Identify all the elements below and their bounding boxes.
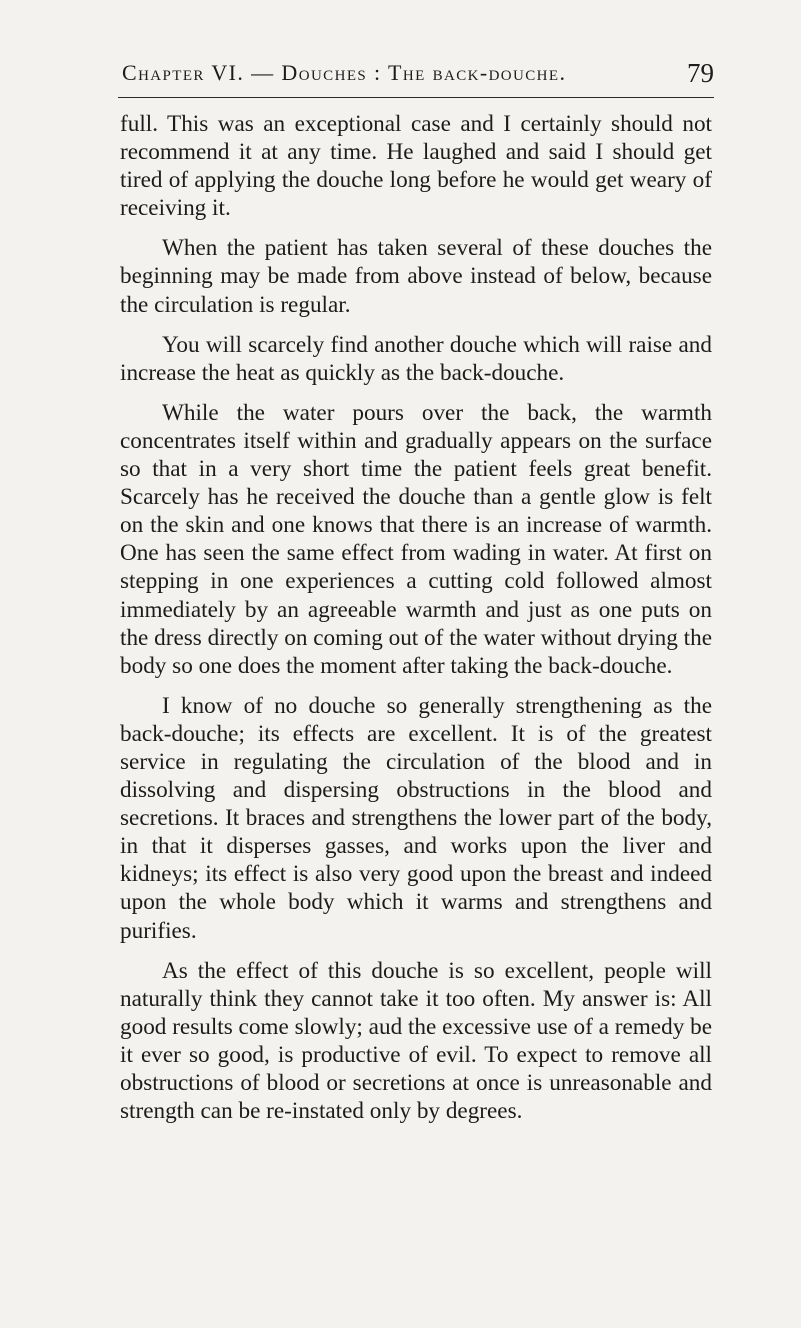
running-title: Chapter VI. — Douches : The back-douche. xyxy=(122,60,567,85)
paragraph-3: You will scarcely find another douche which will raise and increase the heat as quickly as the back-douche. xyxy=(120,331,712,386)
body-text xyxy=(120,110,712,1137)
paragraph-5: I know of no douche so generally strengthening as the back-douche; its effects are excellent. It is of the greatest service in regulating the circulation of the blood and in dissolving and dispersing obstructions in the blood and secretions. It braces and strengthens the lower part of the body, in that it disperses gasses, and works upon the liver and kidneys; its effect is also very good upon the breast and indeed upon the whole body which it warms and strengthens and purifies. xyxy=(120,692,712,944)
paragraph-1: full. This was an exceptional case and I certainly should not recommend it at any time. He laughed and said I should get tired of applying the douche long before he would get weary of receiving it. xyxy=(120,111,712,222)
page-number: 79 xyxy=(687,58,714,88)
paragraph-2: When the patient has taken several of these douches the beginning may be made from above instead of below, because the circulation is regular. xyxy=(120,235,712,318)
running-header xyxy=(118,58,714,98)
paragraph-6: As the effect of this douche is so excellent, people will naturally think they cannot take it too often. My answer is: All good results come slowly; aud the excessive use of a remedy be it ever so good, is productive of evil. To expect to remove all obstructions of blood or secretions at once is unreasonable and strength can be re-instated only by degrees. xyxy=(120,957,712,1125)
paragraph-4: While the water pours over the back, the warmth concentrates itself within and gradually appears on the surface so that in a very short time the patient feels great benefit. Scarcely has he received the douche than a gentle glow is felt on the skin and one knows that there is an increase of warmth. One has seen the same effect from wading in water. At first on stepping in one experiences a cutting cold followed almost immediately by an agreeable warmth and just as one puts on the dress directly on coming out of the water without drying the body so one does the moment after taking the back-douche. xyxy=(120,399,712,679)
